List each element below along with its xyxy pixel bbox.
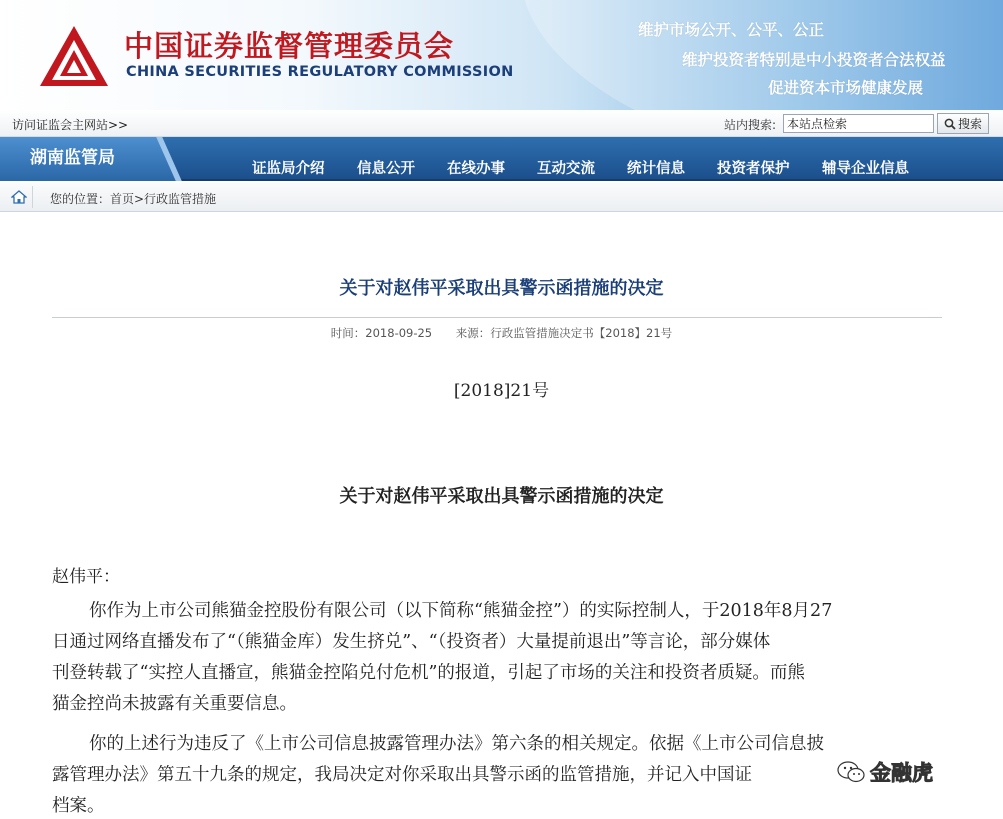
- nav-item-interaction[interactable]: 互动交流: [537, 161, 595, 177]
- body-paragraph: [52, 596, 952, 720]
- article-title: 关于对赵伟平采取出具警示函措施的决定: [339, 278, 664, 299]
- slogan-line: 维护投资者特别是中小投资者合法权益: [682, 50, 946, 69]
- salutation: 赵伟平：: [52, 567, 120, 587]
- paragraph-line: 日通过网络直播发布了“（熊猫金库）发生挤兑”、“（投资者）大量提前退出”等言论，部分媒体: [52, 632, 771, 652]
- home-button[interactable]: [5, 186, 33, 208]
- title-divider: [52, 317, 942, 318]
- bureau-name[interactable]: 湖南监管局: [30, 148, 115, 168]
- search-button[interactable]: [937, 113, 989, 134]
- nav-item-investor-protection[interactable]: 投资者保护: [717, 161, 790, 177]
- nav-item-statistics[interactable]: 统计信息: [627, 161, 685, 177]
- slogan-line: 促进资本市场健康发展: [768, 78, 924, 97]
- wechat-icon: [836, 759, 866, 785]
- paragraph-line: 你作为上市公司熊猫金控股份有限公司（以下简称“熊猫金控”）的实际控制人，于2018年8月27: [89, 601, 833, 621]
- slogan-line: 维护市场公开、公平、公正: [638, 20, 825, 39]
- search-input[interactable]: [783, 114, 934, 133]
- search-icon: [944, 118, 956, 130]
- paragraph-line: 你的上述行为违反了《上市公司信息披露管理办法》第六条的相关规定。依据《上市公司信息披: [89, 734, 824, 754]
- nav-item-tutoring-companies[interactable]: 辅导企业信息: [822, 161, 909, 177]
- paragraph-line: 猫金控尚未披露有关重要信息。: [52, 694, 297, 714]
- paragraph-line: 档案。: [52, 796, 105, 816]
- paragraph-line: 刊登转载了“实控人直播宣，熊猫金控陷兑付危机”的报道，引起了市场的关注和投资者质疑。而熊: [52, 663, 805, 683]
- document-number: [2018]21号: [453, 381, 550, 401]
- publish-time: 时间：2018-09-25: [330, 326, 433, 340]
- document-heading: 关于对赵伟平采取出具警示函措施的决定: [339, 486, 664, 507]
- header-banner: [0, 0, 1003, 110]
- site-title-english: CHINA SECURITIES REGULATORY COMMISSION: [126, 64, 514, 80]
- nav-item-online-services[interactable]: 在线办事: [447, 161, 505, 177]
- watermark-text: 金融虎: [870, 761, 933, 785]
- nav-item-info-disclosure[interactable]: 信息公开: [357, 161, 415, 177]
- home-icon: [11, 190, 27, 204]
- search-label: 站内搜索:: [724, 118, 777, 132]
- csrc-logo-icon: [38, 24, 110, 88]
- article-meta: [0, 325, 1003, 341]
- breadcrumb: [0, 183, 1003, 212]
- main-nav: [0, 137, 1003, 181]
- paragraph-line: 露管理办法》第五十九条的规定，我局决定对你采取出具警示函的监管措施，并记入中国证: [52, 765, 752, 785]
- search-button-label: 搜索: [957, 117, 982, 131]
- breadcrumb-path: 您的位置：首页>行政监管措施: [50, 192, 217, 206]
- article-source: 来源：行政监管措施决定书【2018】21号: [455, 326, 673, 340]
- site-title: 中国证券监督管理委员会: [124, 29, 455, 63]
- body-paragraph: [52, 729, 952, 819]
- utility-bar: [0, 110, 1003, 137]
- main-site-link[interactable]: 访问证监会主网站>>: [12, 118, 129, 132]
- watermark: [836, 752, 976, 792]
- nav-item-bureau-intro[interactable]: 证监局介绍: [252, 161, 325, 177]
